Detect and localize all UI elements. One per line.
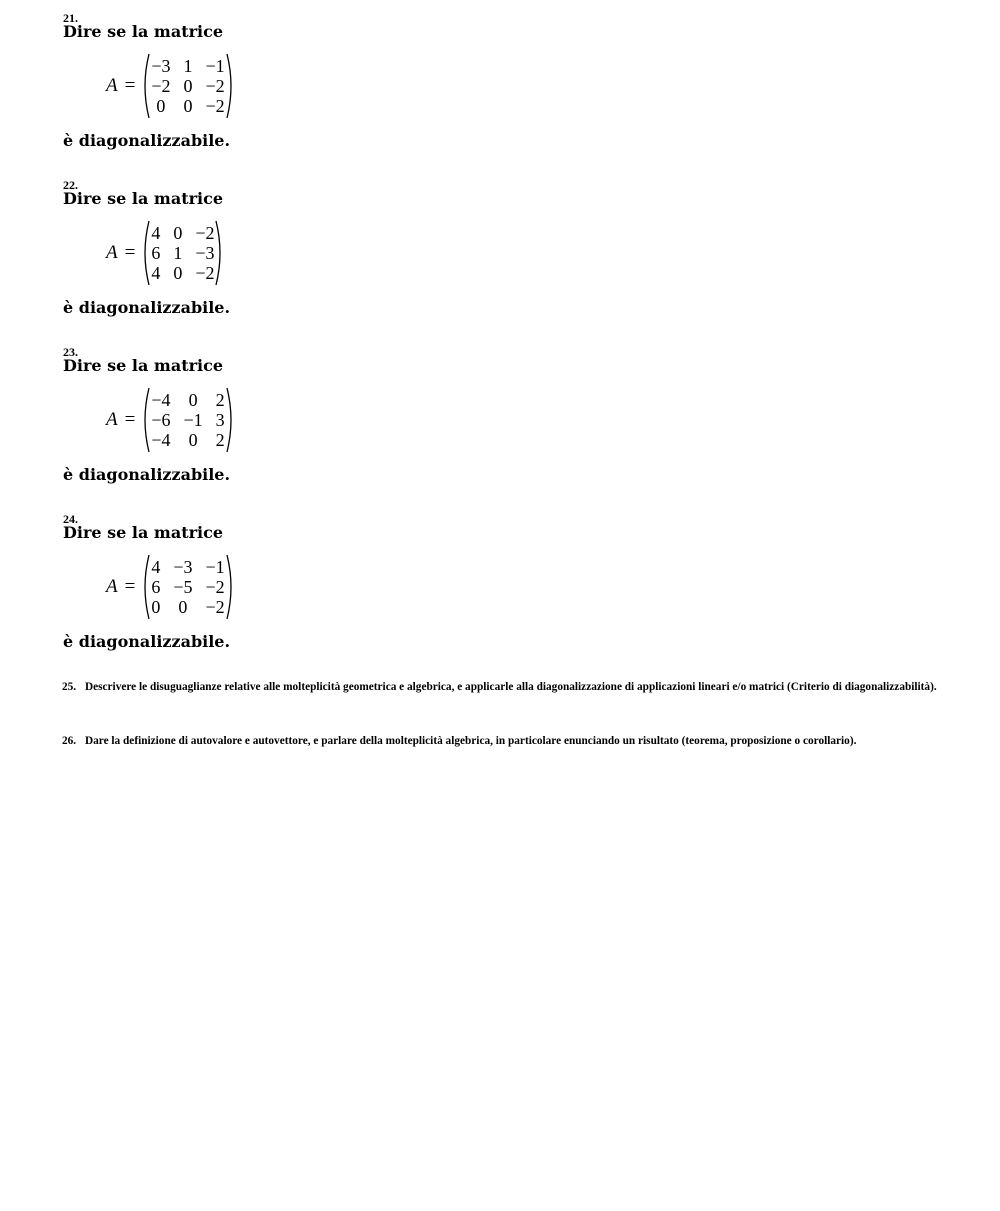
equals-sign: = <box>124 242 136 263</box>
exercise-number: 22. <box>63 178 78 192</box>
exercise-number: 23. <box>63 345 78 359</box>
matrix-cell: 3 <box>215 410 225 430</box>
theory-question-26 <box>62 735 942 748</box>
left-parenthesis <box>141 387 150 453</box>
theory-question-25 <box>62 681 942 694</box>
matrix-equation <box>106 219 224 287</box>
matrix-variable: A <box>106 242 118 263</box>
matrix-cell: −2 <box>195 223 215 243</box>
right-parenthesis <box>215 220 224 286</box>
exercise-outro: è diagonalizzabile. <box>63 632 231 651</box>
exercise-24 <box>63 513 963 658</box>
matrix-grid <box>150 56 225 116</box>
matrix-cell: 1 <box>183 56 193 76</box>
equals-sign: = <box>124 409 136 430</box>
exercise-23 <box>63 346 963 491</box>
matrix-equation <box>106 553 235 621</box>
matrix-cell: 0 <box>156 96 166 116</box>
exercise-number: 21. <box>63 11 78 25</box>
matrix-cell: 4 <box>151 223 161 243</box>
matrix-grid <box>150 223 215 283</box>
right-parenthesis <box>226 387 235 453</box>
matrix-cell: 4 <box>151 263 161 283</box>
matrix-cell: −5 <box>173 577 193 597</box>
matrix-cell: −1 <box>205 557 225 577</box>
matrix-cell: 0 <box>178 597 188 617</box>
question-text: Descrivere le disuguaglianze relative alle molteplicità geometrica e algebrica, e applicarle alla diagonalizzazione di applicazioni lineari e/o matrici (Criterio di diagonalizzabilità). <box>84 681 937 693</box>
right-parenthesis <box>226 53 235 119</box>
matrix-cell: −1 <box>205 56 225 76</box>
left-parenthesis <box>141 53 150 119</box>
matrix-cell: −4 <box>151 390 171 410</box>
matrix-cell: −1 <box>183 410 203 430</box>
matrix-equation <box>106 386 235 454</box>
question-number: 25. <box>62 681 77 693</box>
right-parenthesis <box>226 554 235 620</box>
exercise-intro: Dire se la matrice <box>63 523 224 542</box>
left-parenthesis <box>141 220 150 286</box>
exercise-22 <box>63 179 963 324</box>
matrix-cell: −2 <box>205 577 225 597</box>
exercise-outro: è diagonalizzabile. <box>63 298 231 317</box>
matrix-cell: 6 <box>151 243 161 263</box>
equals-sign: = <box>124 75 136 96</box>
matrix-cell: −3 <box>151 56 171 76</box>
matrix-cell: −3 <box>195 243 215 263</box>
matrix-equation <box>106 52 235 120</box>
matrix-cell: 4 <box>151 557 161 577</box>
matrix-cell: −2 <box>195 263 215 283</box>
exercise-21 <box>63 12 963 157</box>
exercise-outro: è diagonalizzabile. <box>63 465 231 484</box>
matrix-cell: −2 <box>205 597 225 617</box>
equals-sign: = <box>124 576 136 597</box>
matrix-cell: 0 <box>173 223 183 243</box>
question-text: Dare la definizione di autovalore e autovettore, e parlare della molteplicità algebrica, in particolare enunciando un risultato (teorema, proposizione o corollario). <box>84 735 857 747</box>
left-parenthesis <box>141 554 150 620</box>
exercise-number: 24. <box>63 512 78 526</box>
exercise-intro: Dire se la matrice <box>63 22 224 41</box>
matrix-cell: −4 <box>151 430 171 450</box>
matrix-cell: −2 <box>205 76 225 96</box>
matrix-cell: 0 <box>183 76 193 96</box>
exercise-intro: Dire se la matrice <box>63 356 224 375</box>
exercise-intro: Dire se la matrice <box>63 189 224 208</box>
matrix-grid <box>150 557 225 617</box>
matrix-cell: 0 <box>188 430 198 450</box>
matrix-cell: 2 <box>215 390 225 410</box>
matrix-cell: 0 <box>151 597 161 617</box>
matrix-variable: A <box>106 576 118 597</box>
matrix-cell: −6 <box>151 410 171 430</box>
matrix-cell: −2 <box>151 76 171 96</box>
matrix-variable: A <box>106 75 118 96</box>
matrix-cell: 0 <box>173 263 183 283</box>
matrix-variable: A <box>106 409 118 430</box>
matrix-cell: 1 <box>173 243 183 263</box>
exercise-outro: è diagonalizzabile. <box>63 131 231 150</box>
matrix-cell: 0 <box>188 390 198 410</box>
matrix-cell: −3 <box>173 557 193 577</box>
matrix-grid <box>150 390 225 450</box>
matrix-cell: 0 <box>183 96 193 116</box>
matrix-cell: 2 <box>215 430 225 450</box>
matrix-cell: 6 <box>151 577 161 597</box>
matrix-cell: −2 <box>205 96 225 116</box>
question-number: 26. <box>62 735 77 747</box>
